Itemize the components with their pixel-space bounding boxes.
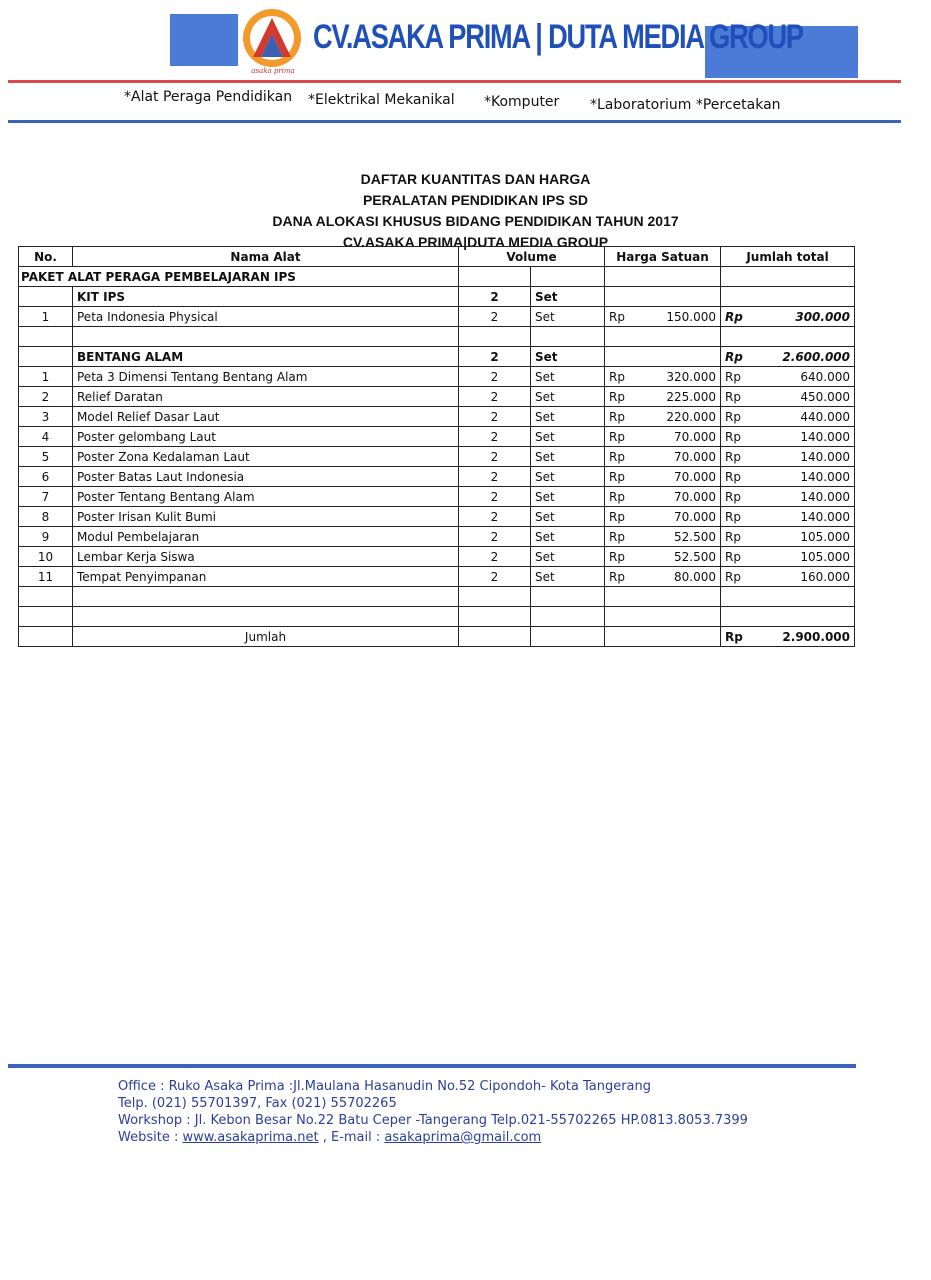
header-red-line <box>8 80 901 83</box>
row-currency: Rp <box>609 549 625 564</box>
row-name: Poster Zona Kedalaman Laut <box>73 447 459 467</box>
bentang-items <box>19 367 855 587</box>
row-unit: Set <box>531 367 605 387</box>
row-price: 220.000 <box>666 409 716 424</box>
row-name: Poster gelombang Laut <box>73 427 459 447</box>
row-no: 11 <box>19 567 73 587</box>
row-currency: Rp <box>725 309 743 324</box>
row-currency: Rp <box>609 469 625 484</box>
table-row <box>19 527 855 547</box>
sum-row <box>19 627 855 647</box>
section-title: KIT IPS <box>73 287 459 307</box>
row-unit: Set <box>531 307 605 327</box>
row-no: 8 <box>19 507 73 527</box>
row-no: 3 <box>19 407 73 427</box>
row-qty: 2 <box>459 427 531 447</box>
table-row <box>19 407 855 427</box>
section-title: BENTANG ALAM <box>73 347 459 367</box>
row-name: Model Relief Dasar Laut <box>73 407 459 427</box>
section-total: 2.600.000 <box>782 349 850 364</box>
section-unit: Set <box>531 287 605 307</box>
row-name: Peta Indonesia Physical <box>73 307 459 327</box>
row-name: Peta 3 Dimensi Tentang Bentang Alam <box>73 367 459 387</box>
service-item: *Elektrikal Mekanikal <box>308 92 455 108</box>
row-currency: Rp <box>609 369 625 384</box>
row-total: 140.000 <box>800 489 850 504</box>
table-row <box>19 447 855 467</box>
row-currency: Rp <box>725 529 741 544</box>
spacer-row <box>19 607 855 627</box>
header-blue-block-left <box>170 14 238 66</box>
row-currency: Rp <box>609 509 625 524</box>
row-qty: 2 <box>459 567 531 587</box>
section-unit: Set <box>531 347 605 367</box>
row-qty: 2 <box>459 487 531 507</box>
table-row <box>19 507 855 527</box>
row-name: Poster Batas Laut Indonesia <box>73 467 459 487</box>
row-currency: Rp <box>725 549 741 564</box>
row-price: 70.000 <box>674 489 716 504</box>
row-qty: 2 <box>459 447 531 467</box>
row-total: 300.000 <box>795 309 850 324</box>
row-qty: 2 <box>459 387 531 407</box>
website-label: Website : <box>118 1130 183 1145</box>
header-unit-price: Harga Satuan <box>605 247 721 267</box>
sum-label: Jumlah <box>73 627 459 647</box>
row-total: 105.000 <box>800 529 850 544</box>
row-no: 2 <box>19 387 73 407</box>
row-qty: 2 <box>459 527 531 547</box>
table-row <box>19 547 855 567</box>
table-row <box>19 367 855 387</box>
row-price: 225.000 <box>666 389 716 404</box>
row-currency: Rp <box>725 369 741 384</box>
row-price: 70.000 <box>674 449 716 464</box>
footer-line <box>8 1064 856 1068</box>
row-total: 140.000 <box>800 429 850 444</box>
row-no: 6 <box>19 467 73 487</box>
row-currency: Rp <box>609 309 625 324</box>
document-subtitle: DANA ALOKASI KHUSUS BIDANG PENDIDIKAN TAHUN 2017 <box>272 213 679 229</box>
row-currency: Rp <box>609 409 625 424</box>
services-line <box>0 88 931 118</box>
row-no: 4 <box>19 427 73 447</box>
header-volume: Volume <box>459 247 605 267</box>
row-no: 10 <box>19 547 73 567</box>
table-row <box>19 467 855 487</box>
row-currency: Rp <box>609 389 625 404</box>
row-currency: Rp <box>725 489 741 504</box>
row-name: Modul Pembelajaran <box>73 527 459 547</box>
footer-workshop: Workshop : Jl. Kebon Besar No.22 Batu Ceper -Tangerang Telp.021-55702265 HP.0813.8053.7399 <box>118 1113 748 1128</box>
header-no: No. <box>19 247 73 267</box>
row-total: 160.000 <box>800 569 850 584</box>
table-header-row <box>19 247 855 267</box>
row-currency: Rp <box>725 429 741 444</box>
row-unit: Set <box>531 527 605 547</box>
row-currency: Rp <box>609 449 625 464</box>
row-unit: Set <box>531 547 605 567</box>
row-currency: Rp <box>725 469 741 484</box>
row-total: 640.000 <box>800 369 850 384</box>
row-name: Poster Tentang Bentang Alam <box>73 487 459 507</box>
website-link[interactable]: www.asakaprima.net <box>182 1130 319 1145</box>
table-row <box>19 487 855 507</box>
row-unit: Set <box>531 407 605 427</box>
row-currency: Rp <box>609 429 625 444</box>
row-total: 440.000 <box>800 409 850 424</box>
footer-web-row <box>118 1129 748 1146</box>
section-currency: Rp <box>725 349 743 364</box>
row-currency: Rp <box>609 569 625 584</box>
row-currency: Rp <box>725 449 741 464</box>
quantity-price-table <box>18 246 855 647</box>
logo-caption: asaka prima <box>251 67 295 75</box>
row-total: 140.000 <box>800 469 850 484</box>
footer-contact <box>118 1078 748 1146</box>
company-logo <box>243 9 301 67</box>
row-currency: Rp <box>725 409 741 424</box>
row-unit: Set <box>531 427 605 447</box>
table-row <box>19 567 855 587</box>
footer-telp: Telp. (021) 55701397, Fax (021) 55702265 <box>118 1096 397 1111</box>
row-unit: Set <box>531 487 605 507</box>
footer-office: Office : Ruko Asaka Prima :Jl.Maulana Hasanudin No.52 Cipondoh- Kota Tangerang <box>118 1079 652 1094</box>
package-row <box>19 267 855 287</box>
row-no: 1 <box>19 307 73 327</box>
row-qty: 2 <box>459 507 531 527</box>
row-price: 150.000 <box>666 309 716 324</box>
row-no: 7 <box>19 487 73 507</box>
section-qty: 2 <box>459 347 531 367</box>
row-qty: 2 <box>459 467 531 487</box>
document-title: DAFTAR KUANTITAS DAN HARGA <box>360 171 591 187</box>
row-price: 70.000 <box>674 429 716 444</box>
row-price: 52.500 <box>674 529 716 544</box>
row-no: 1 <box>19 367 73 387</box>
row-currency: Rp <box>609 489 625 504</box>
row-name: Poster Irisan Kulit Bumi <box>73 507 459 527</box>
row-unit: Set <box>531 447 605 467</box>
row-unit: Set <box>531 567 605 587</box>
email-link[interactable]: asakaprima@gmail.com <box>384 1130 542 1145</box>
row-price: 70.000 <box>674 469 716 484</box>
table-row <box>19 427 855 447</box>
row-currency: Rp <box>725 509 741 524</box>
document-subtitle: PERALATAN PENDIDIKAN IPS SD <box>362 192 589 208</box>
row-no: 5 <box>19 447 73 467</box>
section-qty: 2 <box>459 287 531 307</box>
header-blue-line <box>8 120 901 123</box>
row-unit: Set <box>531 467 605 487</box>
document-subtitle: CV.ASAKA PRIMA|DUTA MEDIA GROUP <box>342 234 609 250</box>
row-currency: Rp <box>725 569 741 584</box>
sum-total: 2.900.000 <box>782 629 850 644</box>
row-currency: Rp <box>725 389 741 404</box>
row-name: Tempat Penyimpanan <box>73 567 459 587</box>
sum-currency: Rp <box>725 629 743 644</box>
row-price: 80.000 <box>674 569 716 584</box>
email-label: , E-mail : <box>318 1130 385 1145</box>
row-currency: Rp <box>609 529 625 544</box>
logo-a-icon <box>243 9 301 67</box>
row-total: 140.000 <box>800 509 850 524</box>
row-unit: Set <box>531 507 605 527</box>
table-row <box>19 387 855 407</box>
section-row <box>19 347 855 367</box>
row-price: 52.500 <box>674 549 716 564</box>
row-no: 9 <box>19 527 73 547</box>
header-total: Jumlah total <box>721 247 855 267</box>
row-price: 70.000 <box>674 509 716 524</box>
row-price: 320.000 <box>666 369 716 384</box>
service-item: *Alat Peraga Pendidikan <box>124 89 293 105</box>
row-name: Relief Daratan <box>73 387 459 407</box>
spacer-row <box>19 587 855 607</box>
row-total: 140.000 <box>800 449 850 464</box>
header-name: Nama Alat <box>73 247 459 267</box>
row-unit: Set <box>531 387 605 407</box>
service-item: *Laboratorium *Percetakan <box>590 97 781 113</box>
table-row <box>19 307 855 327</box>
package-title: PAKET ALAT PERAGA PEMBELAJARAN IPS <box>19 267 459 287</box>
row-qty: 2 <box>459 367 531 387</box>
row-total: 450.000 <box>800 389 850 404</box>
row-total: 105.000 <box>800 549 850 564</box>
section-row <box>19 287 855 307</box>
spacer-row <box>19 327 855 347</box>
row-qty: 2 <box>459 407 531 427</box>
row-qty: 2 <box>459 547 531 567</box>
service-item: *Komputer <box>484 94 560 110</box>
company-name: CV.ASAKA PRIMA | DUTA MEDIA GROUP <box>313 18 803 56</box>
row-name: Lembar Kerja Siswa <box>73 547 459 567</box>
row-qty: 2 <box>459 307 531 327</box>
